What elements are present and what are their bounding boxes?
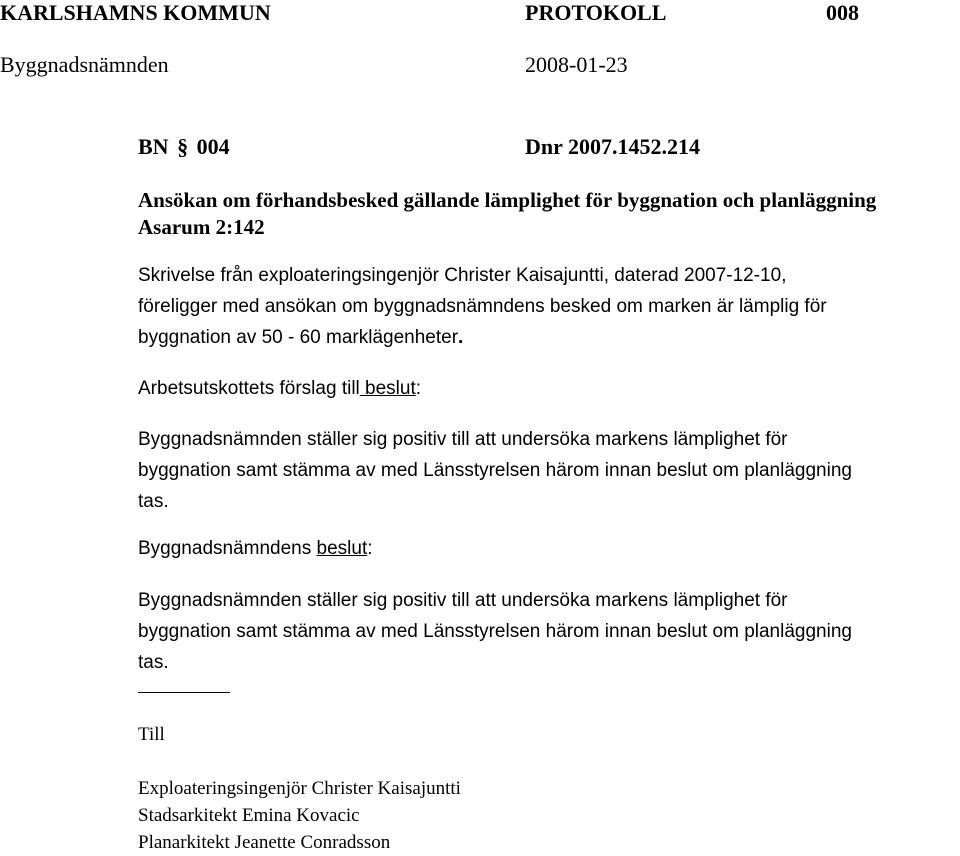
recipient-list xyxy=(138,775,948,856)
meeting-date: 2008-01-23 xyxy=(525,52,628,77)
proposal-line: Byggnadsnämnden ställer sig positiv till att undersöka markens lämplighet för xyxy=(138,429,788,450)
municipality-name: KARLSHAMNS KOMMUN xyxy=(0,0,271,25)
proposal-line: tas. xyxy=(138,491,169,512)
diary-number: Dnr 2007.1452.214 xyxy=(525,134,700,159)
intro-line: föreligger med ansökan om byggnadsnämndens besked om marken är lämplig för xyxy=(138,296,827,317)
bn-number: 004 xyxy=(196,134,230,159)
intro-paragraph xyxy=(138,260,948,353)
recipient: Stadsarkitekt Emina Kovacic xyxy=(138,805,360,826)
page-number: 008 xyxy=(826,0,859,25)
decision-line: byggnation samt stämma av med Länsstyrelsen härom innan beslut om planläggning xyxy=(138,621,852,642)
case-title-line-1: Ansökan om förhandsbesked gällande lämplighet för byggnation och planläggning xyxy=(138,188,877,212)
recipient: Exploateringsingenjör Christer Kaisajuntti xyxy=(138,778,461,799)
decision-heading: Byggnadsnämndens beslut: xyxy=(138,538,373,559)
decision-line: tas. xyxy=(138,652,169,673)
document-type: PROTOKOLL xyxy=(525,0,667,25)
separator-rule xyxy=(138,692,230,693)
section-sign-icon: § xyxy=(177,134,189,159)
proposal-paragraph xyxy=(138,424,948,517)
case-title-line-2: Asarum 2:142 xyxy=(138,215,265,239)
committee-name: Byggnadsnämnden xyxy=(0,52,169,77)
recipient: Planarkitekt Jeanette Conradsson xyxy=(138,832,391,853)
distribution-label: Till xyxy=(138,724,165,745)
proposal-heading: Arbetsutskottets förslag till beslut: xyxy=(138,378,422,399)
intro-line: Skrivelse från exploateringsingenjör Christer Kaisajuntti, daterad 2007-12-10, xyxy=(138,265,787,286)
decision-line: Byggnadsnämnden ställer sig positiv till att undersöka markens lämplighet för xyxy=(138,590,788,611)
case-section xyxy=(138,134,230,160)
decision-paragraph xyxy=(138,585,948,678)
bn-prefix: BN xyxy=(138,134,169,159)
intro-line: byggnation av 50 - 60 marklägenheter. xyxy=(138,327,464,348)
proposal-line: byggnation samt stämma av med Länsstyrelsen härom innan beslut om planläggning xyxy=(138,460,852,481)
